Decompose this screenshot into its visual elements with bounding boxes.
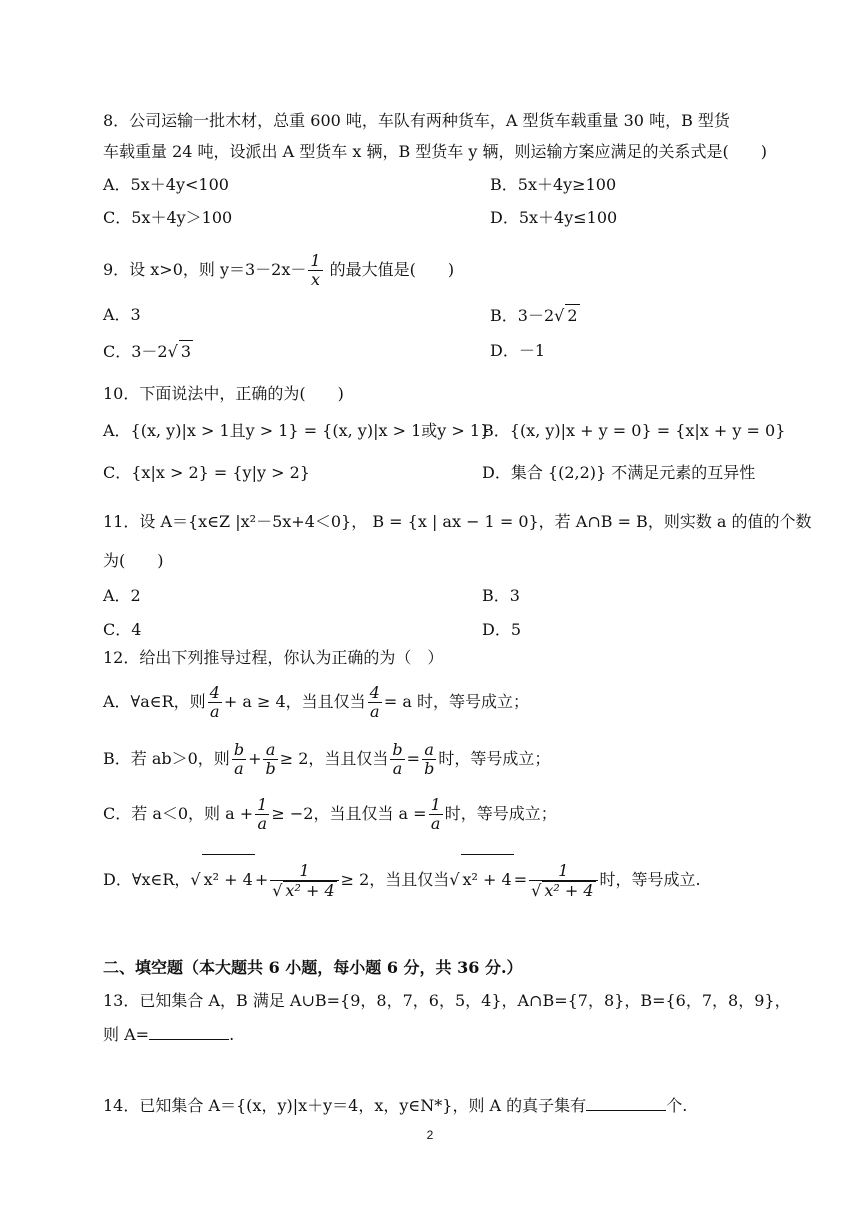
q12-option-a [103, 680, 529, 724]
q12-d-post: 时，等号成立. [599, 870, 701, 889]
sqrt-icon: √ [272, 880, 283, 900]
q12-b-pre: B．若 ab＞0，则 [103, 749, 230, 768]
frac-num: 4 [209, 683, 220, 702]
q12-c-frac2 [429, 796, 443, 833]
q12-d-radicand: x² + 4 [202, 854, 255, 905]
q13-line2-post: . [229, 1025, 235, 1044]
q13-line2 [103, 1023, 234, 1046]
q9-option-a: A．3 [103, 305, 141, 324]
q12-stem: 12．给出下列推导过程，你认为正确的为（ ） [103, 648, 444, 667]
frac-den [529, 881, 597, 900]
frac-den: a [392, 759, 403, 778]
q11-line2: 为( ) [103, 551, 164, 570]
q12-d-radicand-2: x² + 4 [461, 854, 514, 905]
q8-option-a: A．5x＋4y<100 [103, 175, 229, 194]
sqrt-icon: √ [449, 870, 460, 889]
q11-option-b: B．3 [482, 586, 520, 605]
q12-a-frac1 [208, 684, 222, 721]
q8-line1: 8．公司运输一批木材，总重 600 吨，车队有两种货车，A 型货车载重量 30 吨，B 型货 [103, 111, 730, 130]
q8-option-b: B．5x＋4y≥100 [490, 175, 617, 194]
q8-line2: 车载重量 24 吨，设派出 A 型货车 x 辆，B 型货车 y 辆，则运输方案应满足的关系式是( ) [103, 142, 767, 161]
q11-option-d: D．5 [482, 620, 522, 639]
q12-d-frac2 [529, 862, 597, 900]
radicand: x² + 4 [285, 880, 335, 900]
q12-b-frac3 [390, 741, 404, 778]
sqrt-icon: √ [554, 306, 565, 325]
frac-num: 1 [430, 795, 441, 814]
q9-option-b-pre: B．3－2 [490, 306, 555, 325]
page-number: 2 [426, 1128, 434, 1142]
sqrt-icon: √ [531, 880, 542, 900]
section-heading: 二、填空题（本大题共 6 小题，每小题 6 分，共 36 分.） [103, 958, 523, 977]
q12-c-mid: ≥ −2，当且仅当 a = [271, 804, 427, 823]
q11-option-c: C．4 [103, 620, 142, 639]
q12-b-eq: = [406, 749, 421, 768]
q9-option-c-radicand: 3 [180, 342, 191, 361]
q12-option-d [103, 854, 701, 905]
q12-b-frac1 [232, 741, 246, 778]
frac-num: 1 [270, 862, 338, 881]
q9-frac-num: 1 [310, 251, 321, 270]
frac-num: b [392, 740, 403, 759]
q11-option-a: A．2 [103, 586, 141, 605]
q12-d-mid: ≥ 2，当且仅当 [340, 870, 450, 889]
q12-c-frac1 [255, 796, 269, 833]
q12-d-plus: + [254, 870, 269, 889]
q9-option-b [490, 304, 580, 327]
frac-den [270, 881, 338, 900]
q8-option-d: D．5x＋4y≤100 [490, 208, 618, 227]
q12-d-frac1 [270, 862, 338, 900]
frac-num: a [263, 741, 277, 760]
q12-c-post: 时，等号成立； [444, 804, 557, 823]
frac-den: a [257, 814, 268, 833]
q12-a-post: = a 时，等号成立； [383, 692, 529, 711]
frac-den: a [234, 759, 244, 778]
frac-den: a [430, 814, 441, 833]
frac-den: b [265, 759, 276, 778]
sqrt-icon: √ [167, 342, 178, 361]
q10-option-b: B．{(x, y)|x + y = 0} = {x|x + y = 0} [482, 421, 786, 440]
q9-stem [103, 248, 454, 292]
frac-num: 1 [529, 862, 597, 881]
q12-b-frac2 [263, 741, 277, 778]
answer-blank[interactable] [149, 1023, 229, 1040]
q9-frac-den: x [310, 270, 320, 289]
q9-stem-pre: 9．设 x>0，则 y＝3－2x－ [103, 260, 307, 279]
q10-option-a: A．{(x, y)|x > 1且y > 1} = {(x, y)|x > 1或y > 1} [103, 421, 491, 440]
q12-b-post: 时，等号成立； [438, 749, 551, 768]
frac-den: a [369, 702, 380, 721]
q12-a-pre: A．∀a∈R，则 [103, 692, 206, 711]
q12-a-frac2 [368, 684, 382, 721]
frac-den: b [424, 759, 435, 778]
q9-fraction [308, 252, 322, 289]
q14-line [103, 1094, 687, 1117]
q10-stem: 10．下面说法中，正确的为( ) [103, 384, 344, 403]
answer-blank[interactable] [586, 1094, 666, 1111]
q12-a-mid: + a ≥ 4，当且仅当 [223, 692, 366, 711]
q14-pre: 14．已知集合 A＝{(x，y)|x＋y＝4，x，y∈N*}，则 A 的真子集有 [103, 1096, 587, 1115]
q12-d-eq: = [513, 870, 528, 889]
frac-num: 1 [257, 795, 268, 814]
q8-option-c: C．5x＋4y＞100 [103, 208, 233, 227]
q9-option-d: D．－1 [490, 341, 546, 360]
q10-option-d: D．集合 {(2,2)} 不满足元素的互异性 [482, 463, 756, 482]
frac-den: a [209, 702, 220, 721]
q9-option-c-pre: C．3－2 [103, 342, 168, 361]
q9-option-b-radicand: 2 [567, 306, 578, 325]
q9-stem-post: 的最大值是( ) [324, 260, 455, 279]
q12-option-c [103, 792, 557, 836]
q11-line1: 11．设 A＝{x∈Z |x²－5x+4＜0}， B = {x | ax − 1 = 0}，若 A∩B = B，则实数 a 的值的个数 [103, 512, 812, 531]
q13-line1: 13．已知集合 A，B 满足 A∪B={9，8，7，6，5，4}，A∩B={7，8}，B={6，7，8，9}， [103, 991, 791, 1010]
q12-b-plus: + [248, 749, 262, 768]
q10-option-c: C．{x|x > 2} = {y|y > 2} [103, 463, 310, 482]
frac-num: a [422, 741, 436, 760]
frac-num: b [233, 740, 245, 759]
q12-option-b [103, 737, 550, 781]
q12-d-pre: D．∀x∈R， [103, 870, 191, 889]
sqrt-icon: √ [190, 870, 201, 889]
q12-b-mid: ≥ 2，当且仅当 [279, 749, 389, 768]
radicand: x² + 4 [544, 880, 594, 900]
q13-line2-pre: 则 A= [103, 1025, 150, 1044]
q12-b-frac4 [422, 741, 436, 778]
q14-post: 个. [666, 1096, 688, 1115]
q12-c-pre: C．若 a＜0，则 a + [103, 804, 254, 823]
frac-num: 4 [369, 683, 380, 702]
q9-option-c [103, 340, 193, 363]
